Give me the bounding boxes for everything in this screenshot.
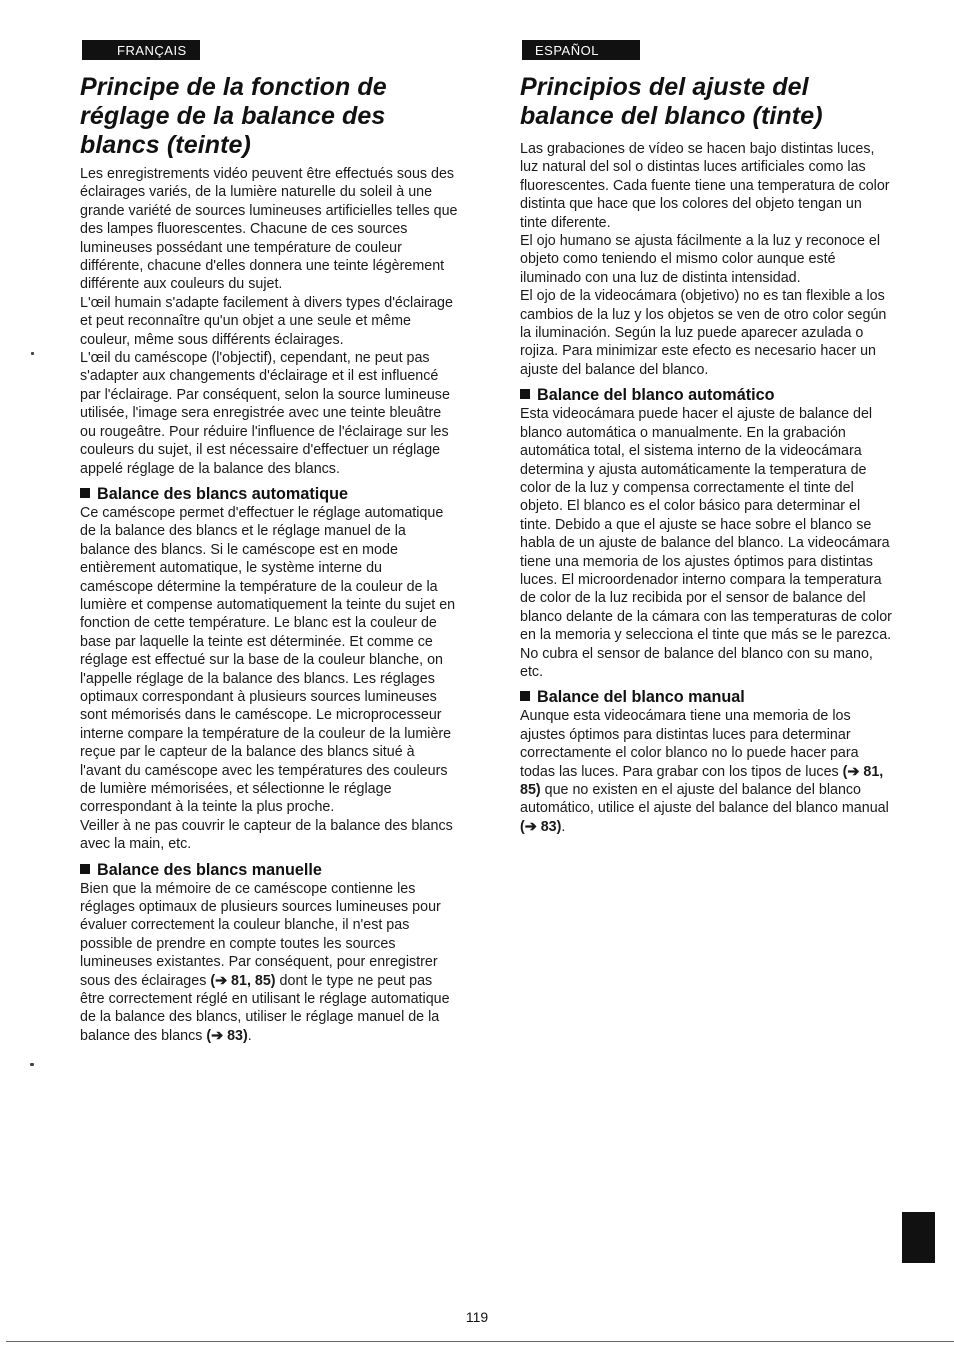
french-manual-paragraph: [80, 880, 458, 1046]
language-tab-french: FRANÇAIS: [82, 40, 200, 60]
spanish-manual-text: que no existen en el ajuste del balance del blanco automático, utilice el ajuste del balance del blanco manual: [520, 782, 889, 817]
square-bullet-icon: [80, 864, 90, 874]
french-intro-paragraph: Les enregistrements vidéo peuvent être effectués sous des éclairages variés, de la lumière naturelle du soleil à une grande variété de sources lumineuses artificielles telles que des lampes fluorescentes. Chacune de ces sources lumineuses possédant une température de couleur différente, chacune d'elles donnera une teinte légèrement différente aux couleurs du sujet.: [80, 166, 458, 293]
french-auto-heading-text: Balance des blancs automatique: [97, 484, 348, 503]
spanish-auto-heading: [520, 385, 892, 405]
spanish-manual-heading-text: Balance del blanco manual: [537, 688, 745, 707]
language-tab-spanish: ESPAÑOL: [522, 40, 640, 60]
spanish-manual-paragraph: [520, 707, 892, 836]
spanish-auto-paragraph: Esta videocámara puede hacer el ajuste de balance del blanco automática o manualmente. En la grabación automática total, el sistema interno de la videocámara determina y ajusta automáticamente la temperatura de color de la luz y compensa correctamente el tinte del objeto. El blanco es el color básico para determinar el tinte. Debido a que el ajuste se hace sobre el blanco se habla de un ajuste de balance del blanco. La videocámara tiene una memoria de los ajustes óptimos para distintas luces. El microordenador interno compara la temperatura de color de la luz recibida por el sensor de balance del blanco delante de la cámara con las temperaturas de color en la memoria y selecciona el tinte que más se le parezca.: [520, 406, 892, 644]
spanish-intro-paragraph: El ojo humano se ajusta fácilmente a la luz y reconoce el objeto como teniendo el mismo color aunque esté iluminado con una luz de distinta intensidad.: [520, 233, 881, 286]
spanish-intro-paragraph: El ojo de la videocámara (objetivo) no es tan flexible a los cambios de la luz y los objetos se ven de otro color según la iluminación. Según la luz puede aparecer azulada o rojiza. Para minimizar este efecto es necesario hacer un ajuste del balance del blanco.: [520, 288, 887, 378]
french-intro-paragraph: L'œil du caméscope (l'objectif), cependant, ne peut pas s'adapter aux changements d'éclairage et il est influencé par l'éclairage. Par conséquent, selon la source lumineuse utilisée, l'image sera enregistrée avec une teinte bleuâtre ou rougeâtre. Pour réduire l'influence de l'éclairage sur les couleurs du sujet, il est nécessaire d'effectuer un réglage appelé réglage de la balance des blancs.: [80, 350, 450, 477]
spanish-manual-text: .: [561, 818, 566, 835]
square-bullet-icon: [80, 488, 90, 498]
spanish-intro-paragraph: Las grabaciones de vídeo se hacen bajo distintas luces, luz natural del sol o distintas luces artificiales como las fluorescentes. Cada fuente tiene una temperatura de color distinta que hace que los colores del objeto tengan un tinte diferente.: [520, 141, 890, 231]
french-auto-paragraph: Ce caméscope permet d'effectuer le réglage automatique de la balance des blancs et le réglage manuel de la balance des blancs. Si le caméscope est en mode entièrement automatique, le système interne du caméscope détermine la température de la couleur de la lumière et compense automatiquement la teinte du sujet en fonction de cette température. Le blanc est la couleur de base par laquelle la teinte est déterminée. Et comme ce réglage est effectué sur la base de la couleur blanche, on l'appelle réglage de la balance des blancs. Les réglages optimaux correspondant à plusieurs sources lumineuses sont mémorisés dans le caméscope. Le microprocesseur interne compare la température de la couleur de la lumière reçue par le capteur de la balance des blancs situé à l'avant du caméscope avec les températures des couleurs de lumière mémorisées, et sélectionne le réglage correspondant à la teinte la plus proche.: [80, 504, 456, 816]
french-body: [80, 165, 458, 1045]
page-reference-link: (➔ 81, 85): [210, 972, 276, 989]
scan-speck: [30, 1063, 34, 1066]
page-number: 119: [465, 1309, 489, 1325]
spanish-body: [520, 140, 892, 836]
french-title: Principe de la fonction de réglage de la balance des blancs (teinte): [80, 73, 387, 159]
spanish-auto-heading-text: Balance del blanco automático: [537, 386, 775, 405]
french-auto-paragraph: Veiller à ne pas couvrir le capteur de la balance des blancs avec la main, etc.: [80, 817, 453, 853]
spanish-manual-heading: [520, 687, 892, 707]
scan-speck: [31, 352, 34, 355]
page-reference-link: (➔ 83): [520, 818, 562, 835]
french-auto-heading: [80, 484, 458, 504]
french-manual-text: dont le type ne peut pas être correctement réglé en utilisant le réglage automatique de la balance des blancs, utiliser le réglage manuel de la balance des blancs: [80, 972, 450, 1044]
page-reference-link: (➔ 81, 85): [520, 763, 884, 798]
french-manual-text: .: [247, 1027, 252, 1044]
footer-rule: [6, 1341, 954, 1342]
page-reference-link: (➔ 83): [206, 1027, 248, 1044]
spanish-title: Principios del ajuste del balance del blanco (tinte): [520, 73, 823, 130]
spanish-auto-paragraph: No cubra el sensor de balance del blanco con su mano, etc.: [520, 645, 873, 680]
square-bullet-icon: [520, 389, 530, 399]
spanish-manual-text: Aunque esta videocámara tiene una memoria de los ajustes óptimos para distintas luces para determinar correctamente el color blanco no lo puede hacer para todas las luces. Para grabar con los tipos de luces: [520, 708, 859, 780]
square-bullet-icon: [520, 691, 530, 701]
section-tab-marker: [902, 1212, 935, 1263]
french-manual-text: Bien que la mémoire de ce caméscope contienne les réglages optimaux de plusieurs sources lumineuses pour évaluer correctement la couleur blanche, il n'est pas possible de prendre en compte toutes les sources lumineuses existantes. Par conséquent, pour enregistrer sous des éclairages: [80, 880, 441, 989]
french-manual-heading-text: Balance des blancs manuelle: [97, 860, 322, 879]
french-intro-paragraph: L'œil humain s'adapte facilement à divers types d'éclairage et peut reconnaître qu'un objet a une seule et même couleur, même sous différents éclairages.: [80, 294, 453, 348]
french-manual-heading: [80, 860, 458, 880]
